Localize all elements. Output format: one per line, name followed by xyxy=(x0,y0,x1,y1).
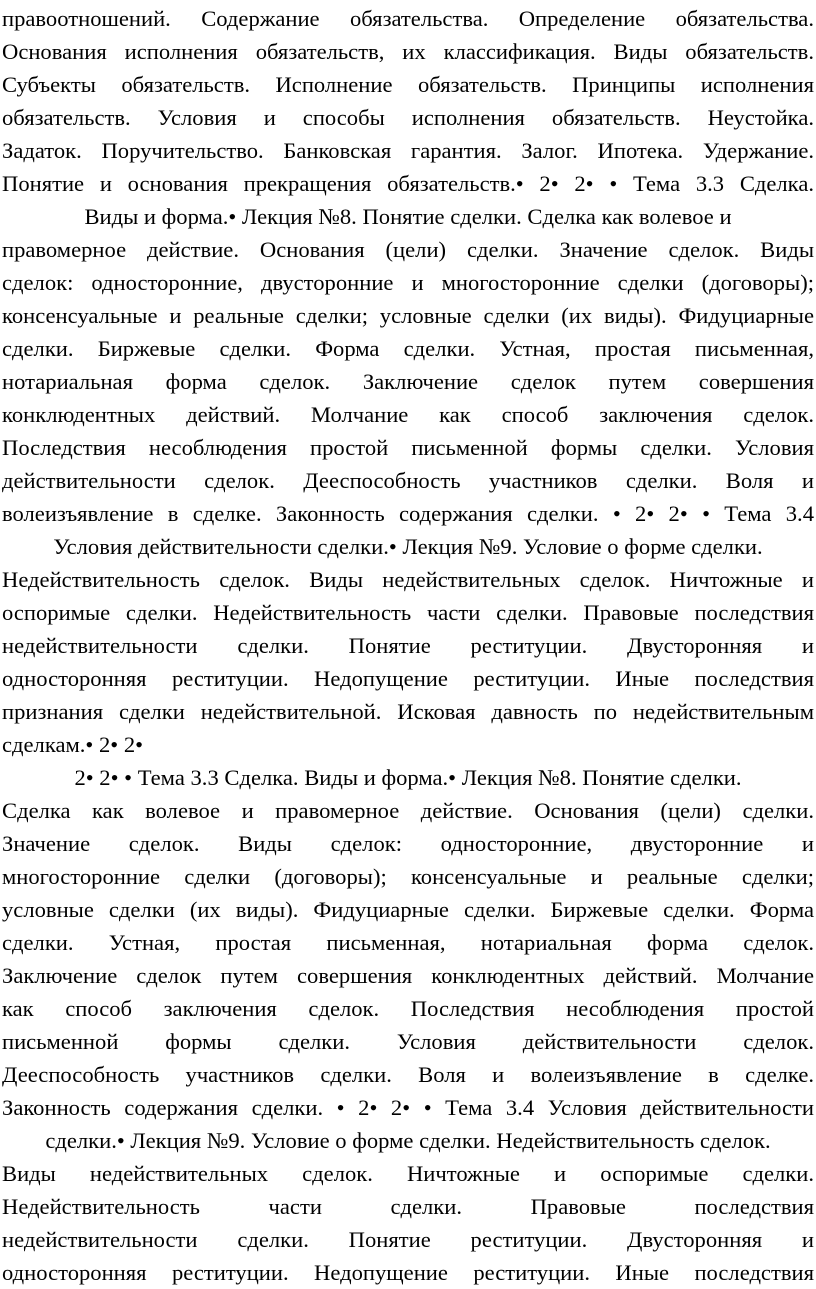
text-line: действительности сделок. Дееспособность участников сделки. Воля и xyxy=(2,468,814,493)
text-line: сделки. Биржевые сделки. Форма сделки. Устная, простая письменная, xyxy=(2,336,814,361)
text-line: правоотношений. Содержание обязательства. Определение обязательства. xyxy=(2,6,814,31)
text-line: Сделка как волевое и правомерное действие. Основания (цели) сделки. xyxy=(2,798,814,823)
text-line: Дееспособность участников сделки. Воля и волеизъявление в сделке. xyxy=(2,1062,814,1087)
text-line: Заключение сделок путем совершения конклюдентных действий. Молчание xyxy=(2,963,814,988)
text-line: сделки. Устная, простая письменная, нотариальная форма сделок. xyxy=(2,930,814,955)
text-line: Субъекты обязательств. Исполнение обязательств. Принципы исполнения xyxy=(2,72,814,97)
text-line: письменной формы сделки. Условия действительности сделок. xyxy=(2,1029,814,1054)
text-line: Условия действительности сделки.• Лекция №9. Условие о форме сделки. xyxy=(53,534,763,559)
text-line: нотариальная форма сделок. Заключение сделок путем совершения xyxy=(2,369,814,394)
text-line: односторонняя реституции. Недопущение реституции. Иные последствия xyxy=(2,666,814,691)
text-line: Последствия несоблюдения простой письменной формы сделки. Условия xyxy=(2,435,814,460)
text-line: односторонняя реституции. Недопущение реституции. Иные последствия xyxy=(2,1260,814,1285)
text-line: Недействительность сделок. Виды недействительных сделок. Ничтожные и xyxy=(2,567,814,592)
text-line: Виды недействительных сделок. Ничтожные и оспоримые сделки. xyxy=(2,1161,814,1186)
text-line: Недействительность части сделки. Правовые последствия xyxy=(2,1194,814,1219)
text-line: многосторонние сделки (договоры); консенсуальные и реальные сделки; xyxy=(2,864,814,889)
text-line: Основания исполнения обязательств, их классификация. Виды обязательств. xyxy=(2,39,814,64)
text-line: недействительности сделки. Понятие реституции. Двусторонняя и xyxy=(2,633,814,658)
text-line: оспоримые сделки. Недействительность части сделки. Правовые последствия xyxy=(2,600,814,625)
text-line: Понятие и основания прекращения обязательств.• 2• 2• • Тема 3.3 Сделка. xyxy=(2,171,814,196)
text-line: недействительности сделки. Понятие реституции. Двусторонняя и xyxy=(2,1227,814,1252)
text-line: сделок: односторонние, двусторонние и многосторонние сделки (договоры); xyxy=(2,270,814,295)
text-line: конклюдентных действий. Молчание как способ заключения сделок. xyxy=(2,402,814,427)
text-line: как способ заключения сделок. Последствия несоблюдения простой xyxy=(2,996,814,1021)
text-line: Законность содержания сделки. • 2• 2• • Тема 3.4 Условия действительности xyxy=(2,1095,814,1120)
text-line: обязательств. Условия и способы исполнения обязательств. Неустойка. xyxy=(2,105,814,130)
text-line: правомерное действие. Основания (цели) сделки. Значение сделок. Виды xyxy=(2,237,814,262)
text-line: сделки.• Лекция №9. Условие о форме сделки. Недействительность сделок. xyxy=(45,1128,771,1153)
text-line: консенсуальные и реальные сделки; условные сделки (их виды). Фидуциарные xyxy=(2,303,814,328)
text-line: волеизъявление в сделке. Законность содержания сделки. • 2• 2• • Тема 3.4 xyxy=(2,501,814,526)
text-line: признания сделки недействительной. Исковая давность по недействительным xyxy=(2,699,814,724)
text-line: Задаток. Поручительство. Банковская гарантия. Залог. Ипотека. Удержание. xyxy=(2,138,814,163)
text-line: сделкам.• 2• 2• xyxy=(2,732,144,757)
text-line: Значение сделок. Виды сделок: односторонние, двусторонние и xyxy=(2,831,814,856)
text-line: 2• 2• • Тема 3.3 Сделка. Виды и форма.• Лекция №8. Понятие сделки. xyxy=(74,765,742,790)
text-line: условные сделки (их виды). Фидуциарные сделки. Биржевые сделки. Форма xyxy=(2,897,814,922)
text-line: Виды и форма.• Лекция №8. Понятие сделки. Сделка как волевое и xyxy=(84,204,732,229)
